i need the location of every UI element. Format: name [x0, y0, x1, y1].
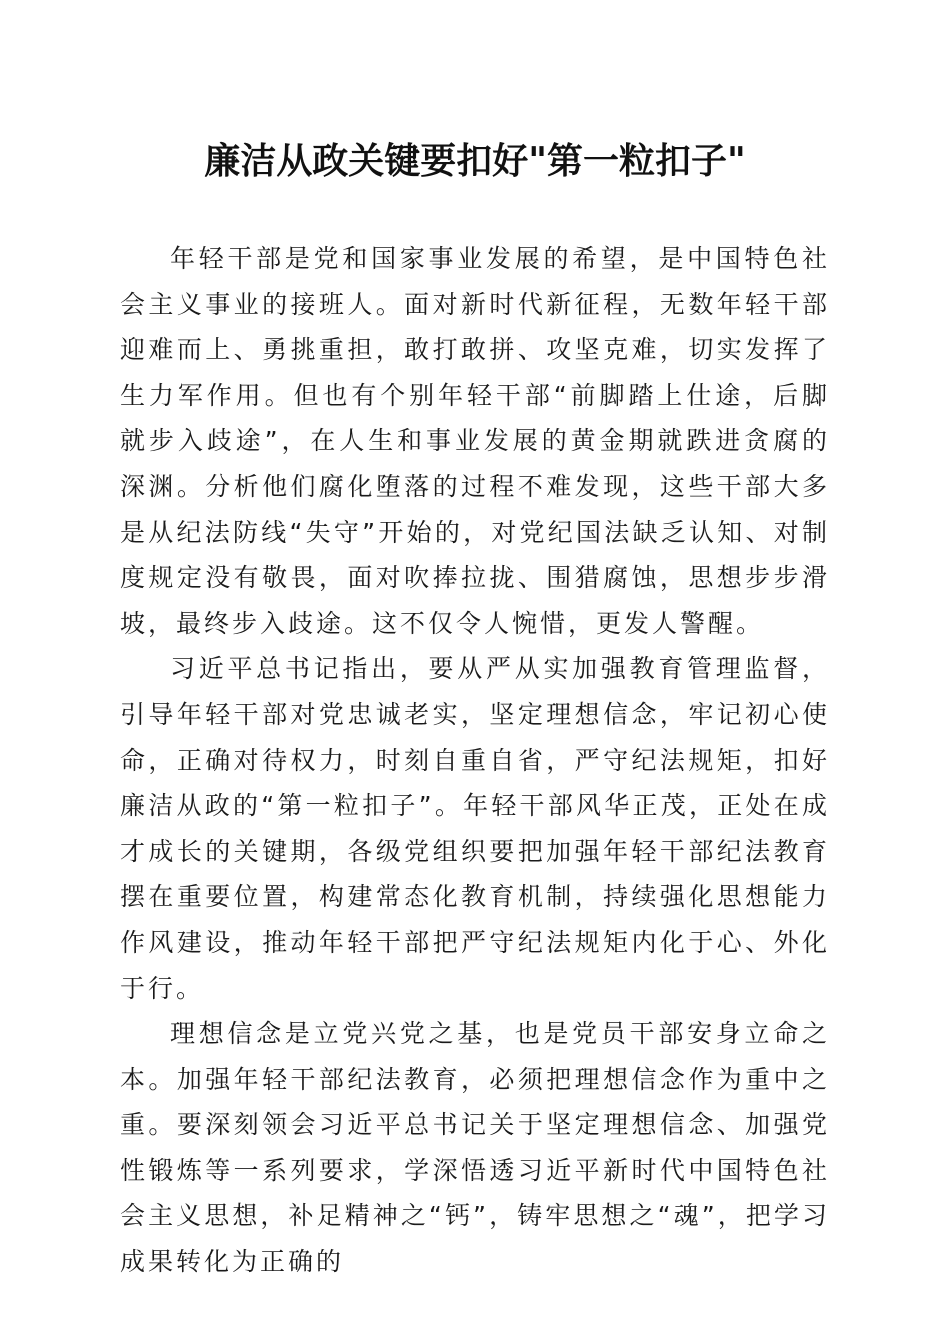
page-title: 廉洁从政关键要扣好"第一粒扣子" — [204, 140, 746, 182]
paragraph: 理想信念是立党兴党之基，也是党员干部安身立命之本。加强年轻干部纪法教育，必须把理想信念作为重中之重。要深刻领会习近平总书记关于坚定理想信念、加强党性锻炼等一系列要求，学深悟透习近平新时代中国特色社会主义思想，补足精神之“钙”，铸牢思想之“魂”，把学习成果转化为正确的 — [120, 1019, 830, 1277]
paragraph: 习近平总书记指出，要从严从实加强教育管理监督，引导年轻干部对党忠诚老实，坚定理想信念，牢记初心使命，正确对待权力，时刻自重自省，严守纪法规矩，扣好廉洁从政的“第一粒扣子”。年轻干部风华正茂，正处在成才成长的关键期，各级党组织要把加强年轻干部纪法教育摆在重要位置，构建常态化教育机制，持续强化思想能力作风建设，推动年轻干部把严守纪法规矩内化于心、外化于行。 — [120, 654, 830, 1003]
paragraph: 年轻干部是党和国家事业发展的希望，是中国特色社会主义事业的接班人。面对新时代新征程，无数年轻干部迎难而上、勇挑重担，敢打敢拼、攻坚克难，切实发挥了生力军作用。但也有个别年轻干部“前脚踏上仕途，后脚就步入歧途”，在人生和事业发展的黄金期就跌进贪腐的深渊。分析他们腐化堕落的过程不难发现，这些干部大多是从纪法防线“失守”开始的，对党纪国法缺乏认知、对制度规定没有敬畏，面对吹捧拉拢、围猎腐蚀，思想步步滑坡，最终步入歧途。这不仅令人惋惜，更发人警醒。 — [120, 244, 830, 638]
article-body — [120, 236, 830, 1285]
